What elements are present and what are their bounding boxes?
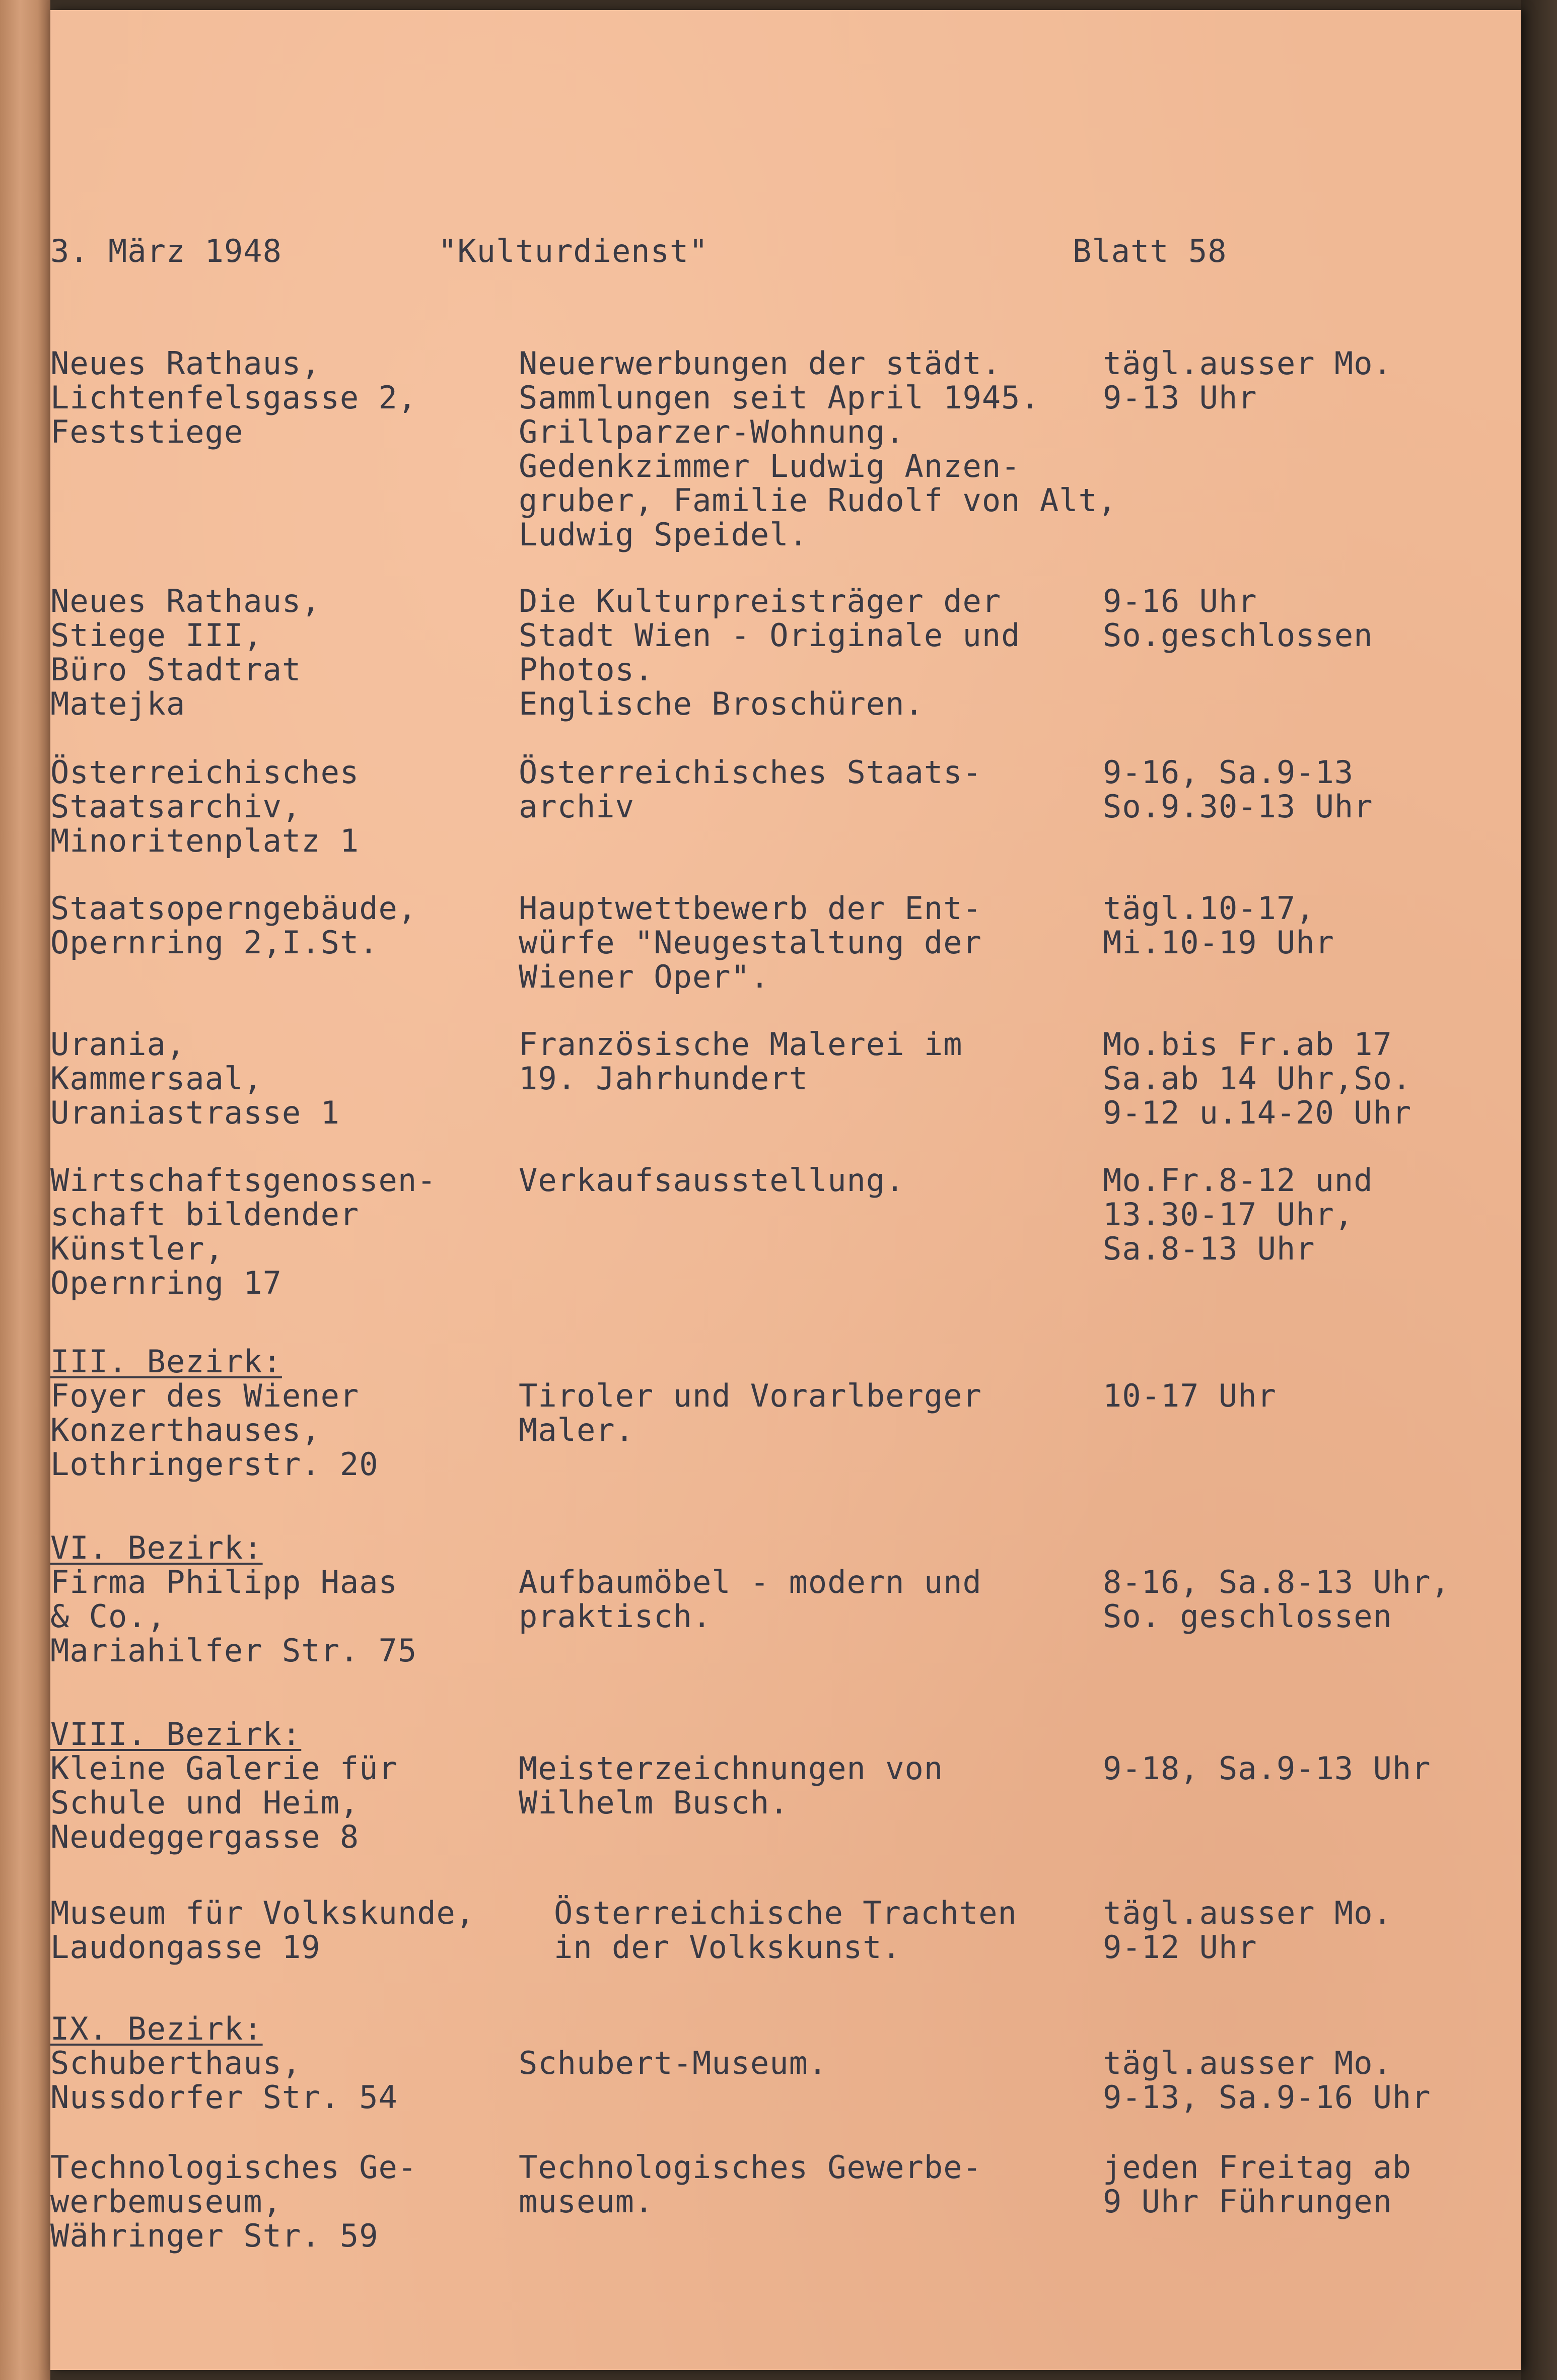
entry-description-line: Schubert-Museum. xyxy=(519,2045,828,2081)
entry-location-line: Schule und Heim, xyxy=(50,1784,360,1821)
entry-description-line: Sammlungen seit April 1945. xyxy=(519,379,1040,416)
entry-hours-line: 9-12 Uhr xyxy=(1103,1929,1257,1966)
entry-hours-line: Mo.Fr.8-12 und xyxy=(1103,1162,1373,1199)
typed-page xyxy=(50,10,1521,2370)
entry-description-line: Neuerwerbungen der städt. xyxy=(519,345,1002,382)
entry-hours-line: 8-16, Sa.8-13 Uhr, xyxy=(1103,1564,1450,1600)
entry-hours-line: 9 Uhr Führungen xyxy=(1103,2183,1392,2220)
entry-hours-line: 13.30-17 Uhr, xyxy=(1103,1196,1354,1233)
entry-hours-line: tägl.ausser Mo. xyxy=(1103,345,1392,382)
entry-hours-line: Mo.bis Fr.ab 17 xyxy=(1103,1026,1392,1063)
entry-location-line: Nussdorfer Str. 54 xyxy=(50,2079,398,2116)
entry-location-line: schaft bildender xyxy=(50,1196,360,1233)
header-sheet-number: Blatt 58 xyxy=(1073,233,1227,269)
entry-description-line: Die Kulturpreisträger der xyxy=(519,583,1002,619)
entry-description-line: Österreichische Trachten xyxy=(554,1895,1017,1931)
header-date: 3. März 1948 xyxy=(50,233,282,269)
entry-location-line: Feststiege xyxy=(50,413,244,450)
entry-location-line: Technologisches Ge- xyxy=(50,2149,417,2186)
entry-hours-line: So.9.30-13 Uhr xyxy=(1103,788,1373,825)
entry-description-line: Technologisches Gewerbe- xyxy=(519,2149,982,2186)
entry-location-line: Matejka xyxy=(50,685,186,722)
entry-hours-line: Mi.10-19 Uhr xyxy=(1103,924,1334,961)
entry-location-line: Staatsoperngebäude, xyxy=(50,890,417,927)
entry-location-line: Schuberthaus, xyxy=(50,2045,302,2081)
entry-location-line: Neues Rathaus, xyxy=(50,345,321,382)
entry-location-line: Foyer des Wiener xyxy=(50,1377,360,1414)
district-heading: VIII. Bezirk: xyxy=(50,1716,302,1753)
entry-hours-line: tägl.ausser Mo. xyxy=(1103,2045,1392,2081)
entry-description-line: Stadt Wien - Originale und xyxy=(519,617,1021,654)
entry-hours-line: 9-13 Uhr xyxy=(1103,379,1257,416)
entry-hours-line: 9-12 u.14-20 Uhr xyxy=(1103,1094,1412,1131)
entry-location-line: Büro Stadtrat xyxy=(50,651,302,688)
entry-description-line: Ludwig Speidel. xyxy=(519,516,808,553)
entry-description-line: Photos. xyxy=(519,651,654,688)
entry-location-line: Kammersaal, xyxy=(50,1060,263,1097)
entry-location-line: Museum für Volkskunde, xyxy=(50,1895,475,1931)
entry-location-line: Wirtschaftsgenossen- xyxy=(50,1162,437,1199)
book-spine xyxy=(0,0,50,2380)
header-title: "Kulturdienst" xyxy=(438,233,709,269)
entry-description-line: Französische Malerei im xyxy=(519,1026,963,1063)
entry-hours-line: Sa.ab 14 Uhr,So. xyxy=(1103,1060,1412,1097)
entry-description-line: museum. xyxy=(519,2183,654,2220)
entry-hours-line: 10-17 Uhr xyxy=(1103,1377,1277,1414)
entry-description-line: in der Volkskunst. xyxy=(554,1929,901,1966)
entry-location-line: Kleine Galerie für xyxy=(50,1750,398,1787)
entry-location-line: Österreichisches xyxy=(50,754,360,791)
entry-location-line: Firma Philipp Haas xyxy=(50,1564,398,1600)
district-heading: III. Bezirk: xyxy=(50,1343,282,1380)
district-heading: IX. Bezirk: xyxy=(50,2010,263,2047)
entry-description-line: Verkaufsausstellung. xyxy=(519,1162,905,1199)
district-heading: VI. Bezirk: xyxy=(50,1529,263,1566)
entry-location-line: Konzerthauses, xyxy=(50,1412,321,1448)
entry-location-line: Währinger Str. 59 xyxy=(50,2217,379,2254)
entry-hours-line: Sa.8-13 Uhr xyxy=(1103,1230,1315,1267)
entry-description-line: Englische Broschüren. xyxy=(519,685,924,722)
entry-description-line: Aufbaumöbel - modern und xyxy=(519,1564,982,1600)
entry-hours-line: 9-18, Sa.9-13 Uhr xyxy=(1103,1750,1431,1787)
entry-hours-line: 9-16, Sa.9-13 xyxy=(1103,754,1354,791)
entry-location-line: Mariahilfer Str. 75 xyxy=(50,1632,417,1669)
entry-hours-line: 9-13, Sa.9-16 Uhr xyxy=(1103,2079,1431,2116)
entry-hours-line: So. geschlossen xyxy=(1103,1598,1392,1635)
entry-location-line: Neudeggergasse 8 xyxy=(50,1818,360,1855)
entry-description-line: Maler. xyxy=(519,1412,634,1448)
entry-hours-line: tägl.ausser Mo. xyxy=(1103,1895,1392,1931)
entry-description-line: 19. Jahrhundert xyxy=(519,1060,808,1097)
entry-hours-line: So.geschlossen xyxy=(1103,617,1373,654)
entry-description-line: Tiroler und Vorarlberger xyxy=(519,1377,982,1414)
entry-location-line: Opernring 17 xyxy=(50,1265,282,1301)
entry-hours-line: jeden Freitag ab xyxy=(1103,2149,1412,2186)
entry-description-line: Grillparzer-Wohnung. xyxy=(519,413,905,450)
entry-description-line: Österreichisches Staats- xyxy=(519,754,982,791)
page-edge-shadow xyxy=(1521,0,1557,2380)
entry-location-line: Künstler, xyxy=(50,1230,224,1267)
entry-hours-line: 9-16 Uhr xyxy=(1103,583,1257,619)
entry-location-line: Urania, xyxy=(50,1026,186,1063)
entry-location-line: Laudongasse 19 xyxy=(50,1929,321,1966)
entry-description-line: würfe "Neugestaltung der xyxy=(519,924,982,961)
entry-description-line: Hauptwettbewerb der Ent- xyxy=(519,890,982,927)
entry-description-line: Gedenkzimmer Ludwig Anzen- xyxy=(519,448,1021,484)
entry-location-line: Lothringerstr. 20 xyxy=(50,1446,379,1483)
entry-description-line: Wiener Oper". xyxy=(519,958,770,995)
entry-description-line: Meisterzeichnungen von xyxy=(519,1750,944,1787)
entry-location-line: Neues Rathaus, xyxy=(50,583,321,619)
entry-description-line: archiv xyxy=(519,788,634,825)
entry-hours-line: tägl.10-17, xyxy=(1103,890,1315,927)
entry-location-line: Staatsarchiv, xyxy=(50,788,302,825)
entry-location-line: & Co., xyxy=(50,1598,166,1635)
entry-location-line: Uraniastrasse 1 xyxy=(50,1094,340,1131)
entry-description-line: gruber, Familie Rudolf von Alt, xyxy=(519,482,1117,519)
entry-description-line: praktisch. xyxy=(519,1598,712,1635)
entry-location-line: Minoritenplatz 1 xyxy=(50,822,360,859)
entry-location-line: Stiege III, xyxy=(50,617,263,654)
entry-location-line: Lichtenfelsgasse 2, xyxy=(50,379,417,416)
entry-location-line: Opernring 2,I.St. xyxy=(50,924,379,961)
entry-location-line: werbemuseum, xyxy=(50,2183,282,2220)
entry-description-line: Wilhelm Busch. xyxy=(519,1784,789,1821)
